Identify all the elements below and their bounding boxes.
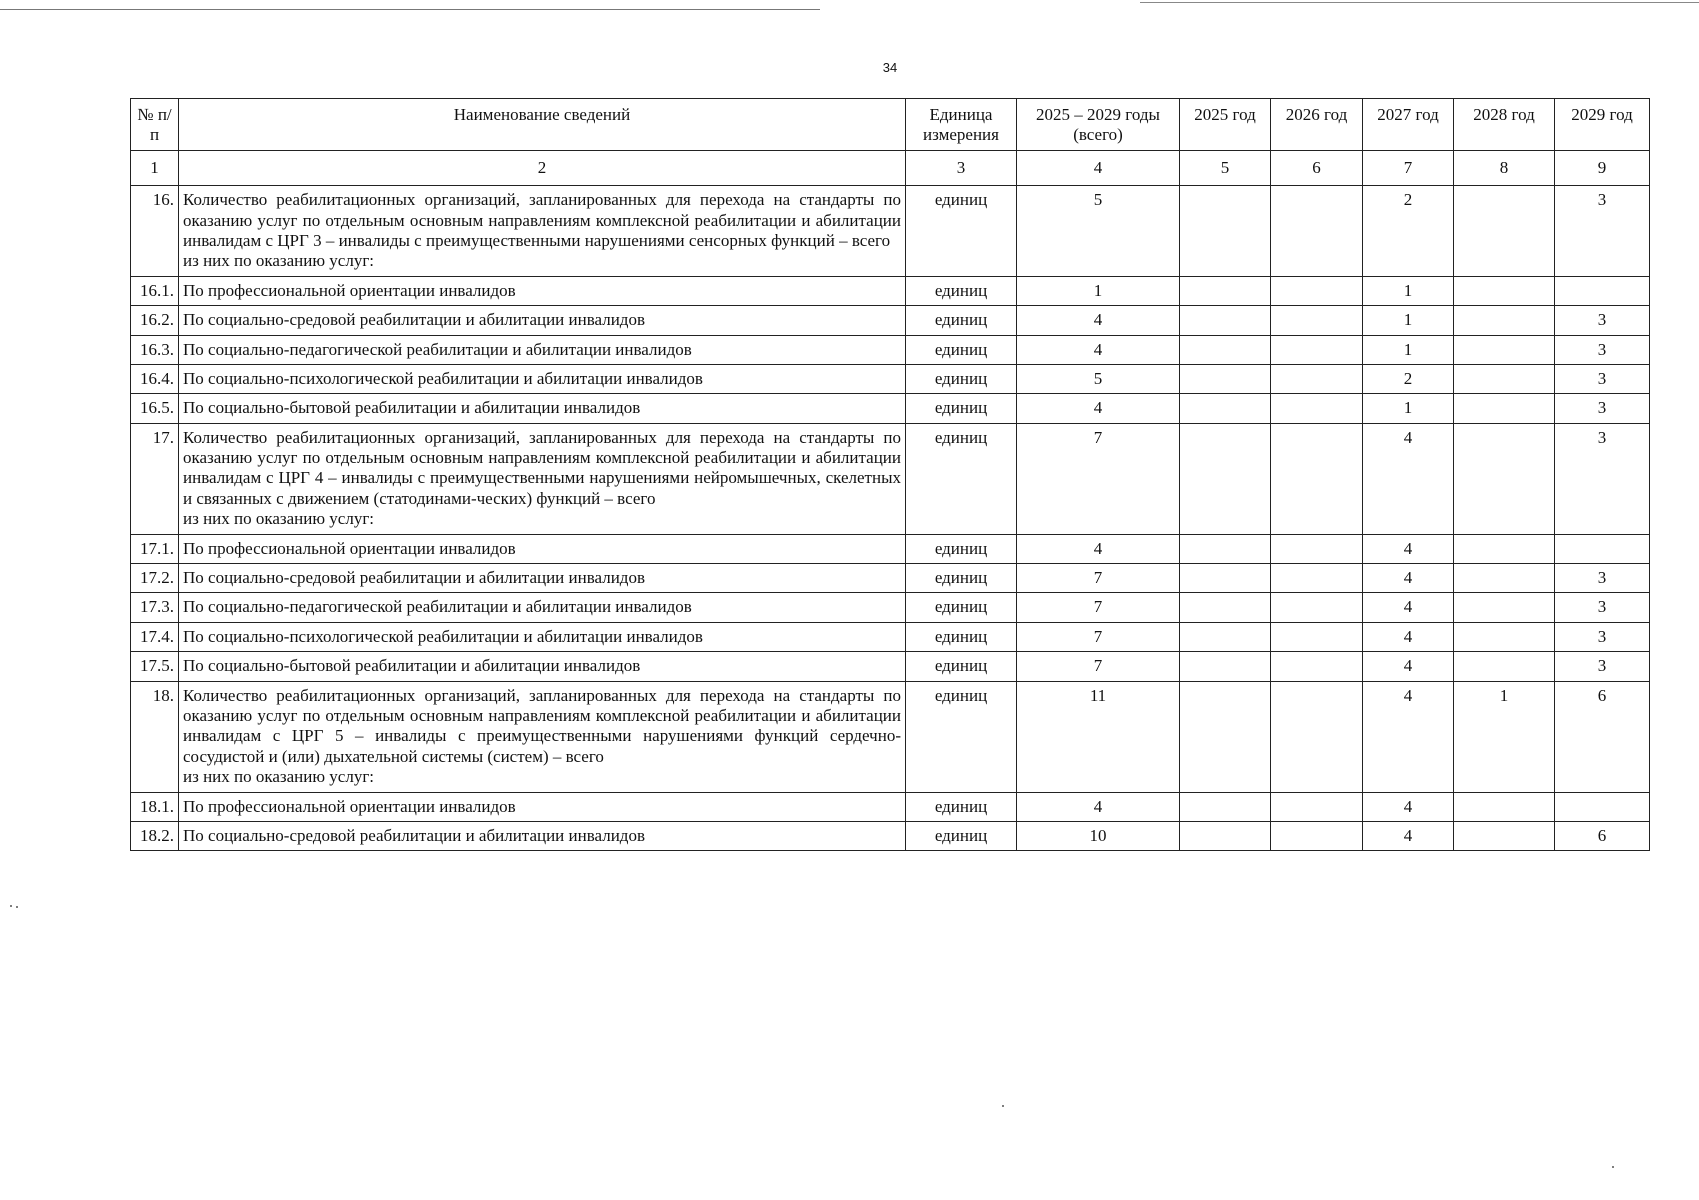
row-2027: 4 <box>1363 564 1454 593</box>
row-name-text: Количество реабилитационных организаций, запланированных для перехода на стандарты по оказанию услуг по отдельным основным направлениям комплексной реабилитации и абилитации инвалидам с ЦРГ 3 – инвалиды с преимущественными нарушениями сенсорных функций – всего <box>183 190 901 250</box>
row-total: 1 <box>1017 276 1180 305</box>
header-2026: 2026 год <box>1271 99 1363 151</box>
row-name-text: Количество реабилитационных организаций, запланированных для перехода на стандарты по оказанию услуг по отдельным основным направлениям комплексной реабилитации и абилитации инвалидам с ЦРГ 5 – инвалиды с преимущественными нарушениями функций сердечно-сосудистой и (или) дыхательной системы (систем) – всего <box>183 685 901 766</box>
row-number: 16. <box>131 186 179 277</box>
row-2029: 3 <box>1555 306 1650 335</box>
row-total: 5 <box>1017 186 1180 277</box>
row-2028 <box>1454 652 1555 681</box>
table-row <box>131 276 1650 305</box>
row-unit: единиц <box>906 622 1017 651</box>
row-number: 17.5. <box>131 652 179 681</box>
row-2028 <box>1454 423 1555 534</box>
row-2027: 4 <box>1363 681 1454 792</box>
scan-edge-line <box>1140 2 1699 3</box>
row-unit: единиц <box>906 681 1017 792</box>
row-name: По социально-средовой реабилитации и абилитации инвалидов <box>179 564 906 593</box>
scan-speck <box>16 906 18 908</box>
row-2026 <box>1271 364 1363 393</box>
row-name <box>179 681 906 792</box>
column-number: 4 <box>1017 150 1180 185</box>
table-row <box>131 681 1650 792</box>
row-name: По социально-бытовой реабилитации и абилитации инвалидов <box>179 652 906 681</box>
row-2027: 2 <box>1363 364 1454 393</box>
row-2026 <box>1271 276 1363 305</box>
header-unit: Единица измерения <box>906 99 1017 151</box>
row-total: 5 <box>1017 364 1180 393</box>
row-2026 <box>1271 821 1363 850</box>
row-total: 4 <box>1017 792 1180 821</box>
row-name: По социально-психологической реабилитации и абилитации инвалидов <box>179 622 906 651</box>
row-total: 4 <box>1017 534 1180 563</box>
row-2029: 3 <box>1555 394 1650 423</box>
row-2029 <box>1555 276 1650 305</box>
header-total: 2025 – 2029 годы (всего) <box>1017 99 1180 151</box>
row-2025 <box>1180 534 1271 563</box>
table-row <box>131 394 1650 423</box>
table-row <box>131 186 1650 277</box>
row-2027: 4 <box>1363 652 1454 681</box>
row-2029: 3 <box>1555 423 1650 534</box>
row-2025 <box>1180 306 1271 335</box>
row-name: По профессиональной ориентации инвалидов <box>179 534 906 563</box>
row-2026 <box>1271 652 1363 681</box>
row-number: 16.5. <box>131 394 179 423</box>
row-name: По социально-педагогической реабилитации и абилитации инвалидов <box>179 593 906 622</box>
row-2028: 1 <box>1454 681 1555 792</box>
row-total: 4 <box>1017 394 1180 423</box>
row-unit: единиц <box>906 564 1017 593</box>
row-2027: 1 <box>1363 306 1454 335</box>
row-number: 16.4. <box>131 364 179 393</box>
row-2027: 4 <box>1363 534 1454 563</box>
row-2025 <box>1180 335 1271 364</box>
row-subtitle: из них по оказанию услуг: <box>183 251 375 271</box>
row-unit: единиц <box>906 276 1017 305</box>
row-number: 17.4. <box>131 622 179 651</box>
row-number: 18.1. <box>131 792 179 821</box>
row-2025 <box>1180 364 1271 393</box>
row-name: По социально-психологической реабилитации и абилитации инвалидов <box>179 364 906 393</box>
row-2026 <box>1271 306 1363 335</box>
row-2027: 4 <box>1363 423 1454 534</box>
row-2025 <box>1180 792 1271 821</box>
row-name: По социально-средовой реабилитации и абилитации инвалидов <box>179 821 906 850</box>
row-2029: 3 <box>1555 622 1650 651</box>
row-2026 <box>1271 792 1363 821</box>
header-2028: 2028 год <box>1454 99 1555 151</box>
column-number: 3 <box>906 150 1017 185</box>
column-number: 6 <box>1271 150 1363 185</box>
header-2029: 2029 год <box>1555 99 1650 151</box>
row-2025 <box>1180 423 1271 534</box>
row-number: 17.2. <box>131 564 179 593</box>
table-row <box>131 534 1650 563</box>
table-row <box>131 652 1650 681</box>
row-2026 <box>1271 622 1363 651</box>
row-subtitle: из них по оказанию услуг: <box>183 509 375 529</box>
row-name <box>179 423 906 534</box>
row-name: По профессиональной ориентации инвалидов <box>179 792 906 821</box>
row-2027: 1 <box>1363 276 1454 305</box>
row-2029: 3 <box>1555 364 1650 393</box>
row-unit: единиц <box>906 394 1017 423</box>
header-num: № п/п <box>131 99 179 151</box>
row-2027: 1 <box>1363 335 1454 364</box>
row-total: 7 <box>1017 423 1180 534</box>
row-unit: единиц <box>906 534 1017 563</box>
row-total: 7 <box>1017 593 1180 622</box>
row-2029 <box>1555 792 1650 821</box>
scan-speck <box>1612 1166 1614 1168</box>
row-unit: единиц <box>906 593 1017 622</box>
row-number: 16.2. <box>131 306 179 335</box>
row-2026 <box>1271 394 1363 423</box>
table-row <box>131 335 1650 364</box>
row-subtitle: из них по оказанию услуг: <box>183 767 375 787</box>
column-number: 1 <box>131 150 179 185</box>
column-number-row <box>131 150 1650 185</box>
row-unit: единиц <box>906 821 1017 850</box>
row-total: 11 <box>1017 681 1180 792</box>
row-unit: единиц <box>906 652 1017 681</box>
row-2028 <box>1454 335 1555 364</box>
row-number: 16.3. <box>131 335 179 364</box>
row-2028 <box>1454 564 1555 593</box>
row-2028 <box>1454 821 1555 850</box>
column-number: 5 <box>1180 150 1271 185</box>
row-2025 <box>1180 622 1271 651</box>
row-total: 7 <box>1017 652 1180 681</box>
row-unit: единиц <box>906 335 1017 364</box>
row-2028 <box>1454 534 1555 563</box>
row-unit: единиц <box>906 186 1017 277</box>
row-total: 4 <box>1017 335 1180 364</box>
header-name: Наименование сведений <box>179 99 906 151</box>
table-row <box>131 364 1650 393</box>
row-2027: 4 <box>1363 792 1454 821</box>
row-2028 <box>1454 622 1555 651</box>
row-2028 <box>1454 792 1555 821</box>
row-total: 7 <box>1017 622 1180 651</box>
row-name-text: Количество реабилитационных организаций, запланированных для перехода на стандарты по оказанию услуг по отдельным основным направлениям комплексной реабилитации и абилитации инвалидам с ЦРГ 4 – инвалиды с преимущественными нарушениями нейромышечных, скелетных и связанных с движением (статодинами-ческих) функций – всего <box>183 427 901 508</box>
row-2025 <box>1180 394 1271 423</box>
row-2029: 6 <box>1555 681 1650 792</box>
scan-edge-line <box>0 9 820 10</box>
scan-speck <box>10 905 12 907</box>
row-2026 <box>1271 564 1363 593</box>
header-row <box>131 99 1650 151</box>
row-2025 <box>1180 186 1271 277</box>
row-2025 <box>1180 564 1271 593</box>
row-2027: 4 <box>1363 622 1454 651</box>
row-total: 4 <box>1017 306 1180 335</box>
table-row <box>131 593 1650 622</box>
row-name: По социально-педагогической реабилитации и абилитации инвалидов <box>179 335 906 364</box>
row-name: По социально-средовой реабилитации и абилитации инвалидов <box>179 306 906 335</box>
row-2029: 3 <box>1555 335 1650 364</box>
table-row <box>131 423 1650 534</box>
column-number: 2 <box>179 150 906 185</box>
column-number: 8 <box>1454 150 1555 185</box>
row-number: 17.1. <box>131 534 179 563</box>
row-2028 <box>1454 306 1555 335</box>
row-2026 <box>1271 423 1363 534</box>
row-2029: 3 <box>1555 652 1650 681</box>
row-2028 <box>1454 593 1555 622</box>
column-number: 9 <box>1555 150 1650 185</box>
row-2026 <box>1271 534 1363 563</box>
row-2028 <box>1454 276 1555 305</box>
row-2025 <box>1180 681 1271 792</box>
row-2027: 4 <box>1363 593 1454 622</box>
column-number: 7 <box>1363 150 1454 185</box>
row-2025 <box>1180 821 1271 850</box>
page-number: 34 <box>882 60 898 75</box>
row-2029: 3 <box>1555 593 1650 622</box>
row-number: 17. <box>131 423 179 534</box>
scan-speck <box>1002 1105 1004 1107</box>
header-2027: 2027 год <box>1363 99 1454 151</box>
row-number: 17.3. <box>131 593 179 622</box>
row-2026 <box>1271 335 1363 364</box>
row-2028 <box>1454 186 1555 277</box>
data-table <box>130 98 1650 851</box>
row-name <box>179 186 906 277</box>
header-2025: 2025 год <box>1180 99 1271 151</box>
row-2026 <box>1271 186 1363 277</box>
row-2026 <box>1271 593 1363 622</box>
row-2028 <box>1454 394 1555 423</box>
row-unit: единиц <box>906 306 1017 335</box>
row-total: 10 <box>1017 821 1180 850</box>
row-unit: единиц <box>906 792 1017 821</box>
row-number: 18.2. <box>131 821 179 850</box>
table-row <box>131 821 1650 850</box>
row-2029: 3 <box>1555 564 1650 593</box>
row-2028 <box>1454 364 1555 393</box>
row-number: 16.1. <box>131 276 179 305</box>
row-2029: 3 <box>1555 186 1650 277</box>
table-row <box>131 564 1650 593</box>
row-2025 <box>1180 593 1271 622</box>
row-2027: 4 <box>1363 821 1454 850</box>
table-row <box>131 622 1650 651</box>
table-row <box>131 792 1650 821</box>
row-2027: 1 <box>1363 394 1454 423</box>
row-2025 <box>1180 652 1271 681</box>
row-unit: единиц <box>906 364 1017 393</box>
table-row <box>131 306 1650 335</box>
row-number: 18. <box>131 681 179 792</box>
row-2027: 2 <box>1363 186 1454 277</box>
row-unit: единиц <box>906 423 1017 534</box>
row-name: По социально-бытовой реабилитации и абилитации инвалидов <box>179 394 906 423</box>
row-2026 <box>1271 681 1363 792</box>
row-name: По профессиональной ориентации инвалидов <box>179 276 906 305</box>
row-2029 <box>1555 534 1650 563</box>
row-2025 <box>1180 276 1271 305</box>
row-total: 7 <box>1017 564 1180 593</box>
row-2029: 6 <box>1555 821 1650 850</box>
